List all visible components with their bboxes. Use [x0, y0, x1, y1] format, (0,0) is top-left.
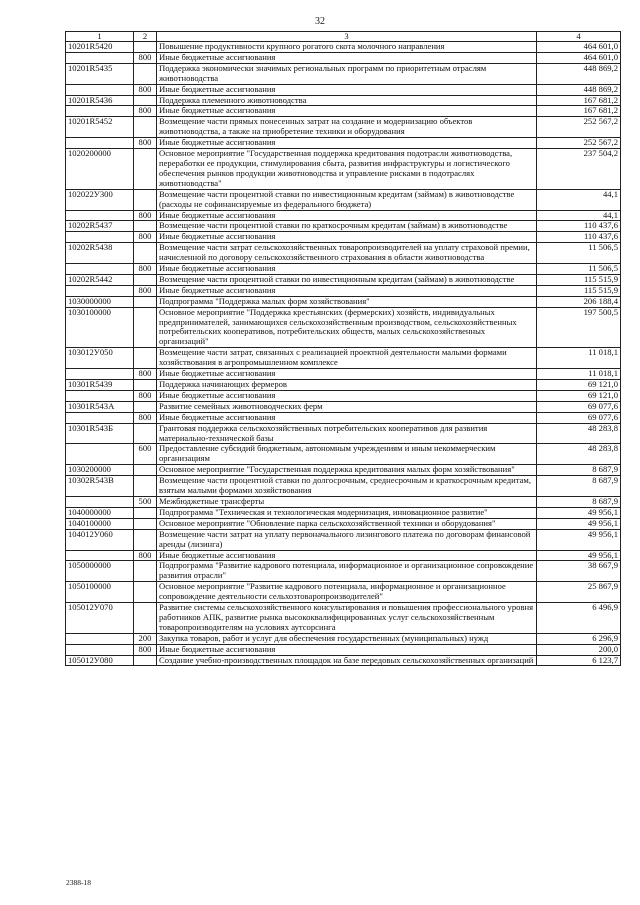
- table-row: [66, 507, 621, 518]
- col-header-3: 3: [157, 32, 537, 42]
- amount-cell: 44,1: [537, 210, 621, 221]
- expense-type-cell: [134, 529, 157, 550]
- amount-cell: 448 869,2: [537, 84, 621, 95]
- amount-cell: 25 867,9: [537, 582, 621, 603]
- col-header-4: 4: [537, 32, 621, 42]
- target-code-cell: [66, 444, 134, 465]
- amount-cell: 167 681,2: [537, 95, 621, 106]
- table-row: [66, 529, 621, 550]
- expense-type-cell: [134, 307, 157, 348]
- description-cell: Иные бюджетные ассигнования: [157, 52, 537, 63]
- amount-cell: 69 121,0: [537, 380, 621, 391]
- amount-cell: 49 956,1: [537, 507, 621, 518]
- table-row: [66, 149, 621, 190]
- description-cell: Возмещение части процентной ставки по инвестиционным кредитам (займам) в животноводстве (расходы не софинансируемые из федерального бюджета): [157, 189, 537, 210]
- expense-type-cell: 800: [134, 52, 157, 63]
- table-row: [66, 423, 621, 444]
- expense-type-cell: [134, 117, 157, 138]
- table-row: [66, 561, 621, 582]
- target-code-cell: 103012У050: [66, 348, 134, 369]
- expense-type-cell: [134, 63, 157, 84]
- amount-cell: 206 188,4: [537, 296, 621, 307]
- description-cell: Иные бюджетные ассигнования: [157, 106, 537, 117]
- description-cell: Грантовая поддержка сельскохозяйственных потребительских кооперативов для развития материально-технической базы: [157, 423, 537, 444]
- col-header-2: 2: [134, 32, 157, 42]
- table-row: [66, 95, 621, 106]
- expense-type-cell: 800: [134, 106, 157, 117]
- amount-cell: 252 567,2: [537, 117, 621, 138]
- amount-cell: 110 437,6: [537, 221, 621, 232]
- expense-type-cell: [134, 655, 157, 666]
- amount-cell: 11 018,1: [537, 369, 621, 380]
- expense-type-cell: [134, 476, 157, 497]
- table-row: [66, 117, 621, 138]
- amount-cell: 69 077,6: [537, 401, 621, 412]
- amount-cell: 44,1: [537, 189, 621, 210]
- target-code-cell: 102022У300: [66, 189, 134, 210]
- table-row: [66, 644, 621, 655]
- amount-cell: 8 687,9: [537, 476, 621, 497]
- description-cell: Иные бюджетные ассигнования: [157, 264, 537, 275]
- target-code-cell: [66, 232, 134, 243]
- target-code-cell: 10301R5439: [66, 380, 134, 391]
- description-cell: Повышение продуктивности крупного рогатого скота молочного направления: [157, 42, 537, 53]
- table-row: [66, 307, 621, 348]
- target-code-cell: [66, 106, 134, 117]
- expense-type-cell: [134, 95, 157, 106]
- expense-type-cell: [134, 582, 157, 603]
- description-cell: Возмещение части процентной ставки по краткосрочным кредитам (займам) в животноводстве: [157, 221, 537, 232]
- target-code-cell: [66, 52, 134, 63]
- table-row: [66, 550, 621, 561]
- description-cell: Основное мероприятие "Поддержка крестьянских (фермерских) хозяйств, индивидуальных предпринимателей, занимающихся сельскохозяйственным производством, сельскохозяйственных потребительских кооперативов, потребительских обществ, малых сельскохозяйственных организаций": [157, 307, 537, 348]
- table-row: [66, 210, 621, 221]
- description-cell: Иные бюджетные ассигнования: [157, 84, 537, 95]
- table-row: [66, 296, 621, 307]
- target-code-cell: [66, 390, 134, 401]
- description-cell: Межбюджетные трансферты: [157, 496, 537, 507]
- target-code-cell: 105012У070: [66, 603, 134, 634]
- expense-type-cell: 800: [134, 138, 157, 149]
- table-row: [66, 582, 621, 603]
- table-row: [66, 496, 621, 507]
- description-cell: Подпрограмма "Поддержка малых форм хозяйствования": [157, 296, 537, 307]
- target-code-cell: [66, 644, 134, 655]
- amount-cell: 464 601,0: [537, 52, 621, 63]
- amount-cell: 48 283,8: [537, 444, 621, 465]
- table-row: [66, 274, 621, 285]
- table-row: [66, 476, 621, 497]
- table-row: [66, 380, 621, 391]
- table-row: [66, 285, 621, 296]
- target-code-cell: 10202R5438: [66, 243, 134, 264]
- expense-type-cell: 800: [134, 550, 157, 561]
- target-code-cell: 1050000000: [66, 561, 134, 582]
- expense-type-cell: [134, 401, 157, 412]
- table-row: [66, 348, 621, 369]
- target-code-cell: 10301R543Б: [66, 423, 134, 444]
- table-row: [66, 412, 621, 423]
- expense-type-cell: 800: [134, 644, 157, 655]
- table-row: [66, 52, 621, 63]
- expense-type-cell: 800: [134, 232, 157, 243]
- expense-type-cell: 800: [134, 390, 157, 401]
- table-row: [66, 189, 621, 210]
- description-cell: Иные бюджетные ассигнования: [157, 369, 537, 380]
- page-number: 32: [315, 16, 325, 27]
- description-cell: Основное мероприятие "Обновление парка сельскохозяйственной техники и оборудования": [157, 518, 537, 529]
- target-code-cell: 105012У080: [66, 655, 134, 666]
- amount-cell: 464 601,0: [537, 42, 621, 53]
- description-cell: Развитие системы сельскохозяйственного консультирования и повышения профессионального уровня работников АПК, развитие рынка высококвалифицированных услуг сельскохозяйственным товаропроизводителям на условиях аутсорсинга: [157, 603, 537, 634]
- description-cell: Предоставление субсидий бюджетным, автономным учреждениям и иным некоммерческим организациям: [157, 444, 537, 465]
- target-code-cell: [66, 285, 134, 296]
- expense-type-cell: [134, 189, 157, 210]
- target-code-cell: 104012У060: [66, 529, 134, 550]
- expense-type-cell: [134, 380, 157, 391]
- table-row: [66, 633, 621, 644]
- table-row: [66, 465, 621, 476]
- amount-cell: 6 123,7: [537, 655, 621, 666]
- target-code-cell: 1040100000: [66, 518, 134, 529]
- description-cell: Иные бюджетные ассигнования: [157, 285, 537, 296]
- expense-type-cell: [134, 348, 157, 369]
- target-code-cell: 10201R5420: [66, 42, 134, 53]
- amount-cell: 252 567,2: [537, 138, 621, 149]
- target-code-cell: 1050100000: [66, 582, 134, 603]
- target-code-cell: 1030000000: [66, 296, 134, 307]
- expense-type-cell: [134, 149, 157, 190]
- table-row: [66, 42, 621, 53]
- description-cell: Возмещение части прямых понесенных затрат на создание и модернизацию объектов животноводства, а также на приобретение техники и оборудования: [157, 117, 537, 138]
- budget-table: [65, 31, 621, 666]
- expense-type-cell: 800: [134, 210, 157, 221]
- amount-cell: 8 687,9: [537, 465, 621, 476]
- amount-cell: 448 869,2: [537, 63, 621, 84]
- expense-type-cell: [134, 42, 157, 53]
- header-row: [66, 32, 621, 42]
- description-cell: Возмещение части процентной ставки по инвестиционным кредитам (займам) в животноводстве: [157, 274, 537, 285]
- col-header-1: 1: [66, 32, 134, 42]
- description-cell: Подпрограмма "Техническая и технологическая модернизация, инновационное развитие": [157, 507, 537, 518]
- table-row: [66, 655, 621, 666]
- target-code-cell: [66, 496, 134, 507]
- amount-cell: 237 504,2: [537, 149, 621, 190]
- table-row: [66, 603, 621, 634]
- expense-type-cell: [134, 603, 157, 634]
- description-cell: Поддержка племенного животноводства: [157, 95, 537, 106]
- target-code-cell: 10202R5442: [66, 274, 134, 285]
- description-cell: Иные бюджетные ассигнования: [157, 138, 537, 149]
- table-row: [66, 84, 621, 95]
- expense-type-cell: 800: [134, 285, 157, 296]
- table-row: [66, 444, 621, 465]
- description-cell: Возмещение части затрат, связанных с реализацией проектной деятельности малыми формами хозяйствования в агропромышленном комплексе: [157, 348, 537, 369]
- table-row: [66, 221, 621, 232]
- amount-cell: 69 121,0: [537, 390, 621, 401]
- expense-type-cell: [134, 518, 157, 529]
- target-code-cell: [66, 633, 134, 644]
- amount-cell: 49 956,1: [537, 529, 621, 550]
- description-cell: Возмещение части затрат на уплату первоначального лизингового платежа по договорам финансовой аренды (лизинга): [157, 529, 537, 550]
- target-code-cell: 10202R5437: [66, 221, 134, 232]
- target-code-cell: 10302R543В: [66, 476, 134, 497]
- target-code-cell: 1030200000: [66, 465, 134, 476]
- expense-type-cell: [134, 274, 157, 285]
- description-cell: Иные бюджетные ассигнования: [157, 210, 537, 221]
- expense-type-cell: 800: [134, 84, 157, 95]
- amount-cell: 197 500,5: [537, 307, 621, 348]
- target-code-cell: [66, 138, 134, 149]
- expense-type-cell: [134, 221, 157, 232]
- table-row: [66, 106, 621, 117]
- table-row: [66, 518, 621, 529]
- description-cell: Закупка товаров, работ и услуг для обеспечения государственных (муниципальных) нужд: [157, 633, 537, 644]
- target-code-cell: [66, 84, 134, 95]
- description-cell: Возмещение части затрат сельскохозяйственных товаропроизводителей на уплату страховой премии, начисленной по договору сельскохозяйственного страхования в области животноводства: [157, 243, 537, 264]
- table-row: [66, 63, 621, 84]
- expense-type-cell: [134, 423, 157, 444]
- amount-cell: 49 956,1: [537, 550, 621, 561]
- table-row: [66, 401, 621, 412]
- description-cell: Иные бюджетные ассигнования: [157, 550, 537, 561]
- amount-cell: 38 667,9: [537, 561, 621, 582]
- target-code-cell: 10301R543А: [66, 401, 134, 412]
- description-cell: Иные бюджетные ассигнования: [157, 644, 537, 655]
- target-code-cell: [66, 264, 134, 275]
- table-row: [66, 138, 621, 149]
- amount-cell: 167 681,2: [537, 106, 621, 117]
- amount-cell: 8 687,9: [537, 496, 621, 507]
- expense-type-cell: [134, 507, 157, 518]
- table-row: [66, 243, 621, 264]
- expense-type-cell: 200: [134, 633, 157, 644]
- target-code-cell: [66, 412, 134, 423]
- target-code-cell: [66, 210, 134, 221]
- expense-type-cell: [134, 561, 157, 582]
- table-row: [66, 232, 621, 243]
- amount-cell: 48 283,8: [537, 423, 621, 444]
- expense-type-cell: 600: [134, 444, 157, 465]
- expense-type-cell: 800: [134, 412, 157, 423]
- amount-cell: 110 437,6: [537, 232, 621, 243]
- description-cell: Подпрограмма "Развитие кадрового потенциала, информационное и организационное сопровождение развития отрасли": [157, 561, 537, 582]
- description-cell: Основное мероприятие "Государственная поддержка кредитования малых форм хозяйствования": [157, 465, 537, 476]
- amount-cell: 115 515,9: [537, 274, 621, 285]
- amount-cell: 6 296,9: [537, 633, 621, 644]
- description-cell: Основное мероприятие "Развитие кадрового потенциала, информационное и организационное сопровождение деятельности сельхозтоваропроизводителей": [157, 582, 537, 603]
- amount-cell: 11 018,1: [537, 348, 621, 369]
- expense-type-cell: 800: [134, 264, 157, 275]
- target-code-cell: 1030100000: [66, 307, 134, 348]
- target-code-cell: 10201R5435: [66, 63, 134, 84]
- table-row: [66, 390, 621, 401]
- description-cell: Поддержка начинающих фермеров: [157, 380, 537, 391]
- amount-cell: 69 077,6: [537, 412, 621, 423]
- table-row: [66, 369, 621, 380]
- target-code-cell: 1020200000: [66, 149, 134, 190]
- target-code-cell: 1040000000: [66, 507, 134, 518]
- target-code-cell: 10201R5436: [66, 95, 134, 106]
- description-cell: Создание учебно-производственных площадок на базе передовых сельскохозяйственных организаций: [157, 655, 537, 666]
- document-code: 2388-18: [66, 878, 91, 887]
- amount-cell: 11 506,5: [537, 243, 621, 264]
- amount-cell: 200,0: [537, 644, 621, 655]
- amount-cell: 115 515,9: [537, 285, 621, 296]
- expense-type-cell: [134, 243, 157, 264]
- description-cell: Развитие семейных животноводческих ферм: [157, 401, 537, 412]
- amount-cell: 6 496,9: [537, 603, 621, 634]
- table-row: [66, 264, 621, 275]
- expense-type-cell: 800: [134, 369, 157, 380]
- amount-cell: 49 956,1: [537, 518, 621, 529]
- target-code-cell: 10201R5452: [66, 117, 134, 138]
- description-cell: Основное мероприятие "Государственная поддержка кредитования подотрасли животноводства, переработки ее продукции, стимулирования сбыта, развития инфраструктуры и логистического обеспечения рынков продукции животноводства и управление рисками в подотраслях животноводства": [157, 149, 537, 190]
- description-cell: Иные бюджетные ассигнования: [157, 232, 537, 243]
- expense-type-cell: [134, 296, 157, 307]
- description-cell: Возмещение части процентной ставки по долгосрочным, среднесрочным и краткосрочным кредитам, взятым малыми формами хозяйствования: [157, 476, 537, 497]
- description-cell: Поддержка экономически значимых региональных программ по приоритетным отраслям животноводства: [157, 63, 537, 84]
- target-code-cell: [66, 369, 134, 380]
- expense-type-cell: 500: [134, 496, 157, 507]
- description-cell: Иные бюджетные ассигнования: [157, 390, 537, 401]
- expense-type-cell: [134, 465, 157, 476]
- target-code-cell: [66, 550, 134, 561]
- description-cell: Иные бюджетные ассигнования: [157, 412, 537, 423]
- amount-cell: 11 506,5: [537, 264, 621, 275]
